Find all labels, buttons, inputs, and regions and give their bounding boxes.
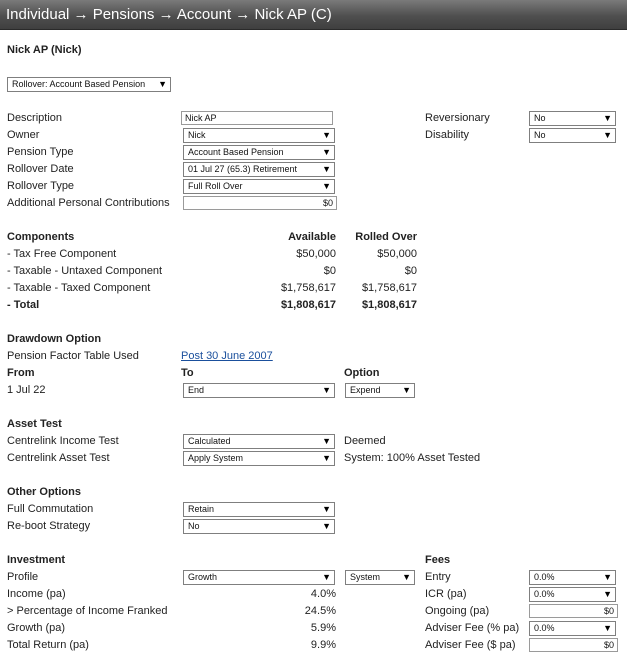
dropdown-arrow-icon: ▼ bbox=[322, 385, 331, 395]
total-return-label: Total Return (pa) bbox=[7, 639, 89, 651]
income-test-select-value: Calculated bbox=[188, 436, 231, 446]
rollover-date-select-value: 01 Jul 27 (65.3) Retirement bbox=[188, 164, 298, 174]
drawdown-to-select[interactable] bbox=[183, 383, 335, 398]
pension-factor-link[interactable]: Post 30 June 2007 bbox=[181, 350, 273, 362]
page-title-bar bbox=[0, 0, 627, 30]
adviser-fee-dollar-input[interactable] bbox=[529, 638, 618, 652]
dropdown-arrow-icon: ▼ bbox=[322, 436, 331, 446]
asset-test-note: System: 100% Asset Tested bbox=[344, 452, 481, 464]
page-heading: Nick AP (Nick) bbox=[7, 44, 82, 56]
dropdown-arrow-icon: ▼ bbox=[603, 130, 612, 140]
component-label: - Taxable - Taxed Component bbox=[7, 282, 151, 294]
reboot-strategy-select-value: No bbox=[188, 521, 200, 531]
growth-value: 5.9% bbox=[310, 622, 336, 634]
fees-heading: Fees bbox=[425, 554, 451, 566]
component-label: - Taxable - Untaxed Component bbox=[7, 265, 163, 277]
component-label: - Tax Free Component bbox=[7, 248, 117, 260]
drawdown-heading: Drawdown Option bbox=[7, 333, 102, 345]
dropdown-arrow-icon: ▼ bbox=[322, 521, 331, 531]
growth-label: Growth (pa) bbox=[7, 622, 66, 634]
asset-test-select-value: Apply System bbox=[188, 453, 244, 463]
rollover-type-label: Rollover Type bbox=[7, 180, 75, 192]
entry-fee-select-value: 0.0% bbox=[534, 572, 555, 582]
full-commutation-select-value: Retain bbox=[188, 504, 215, 514]
disability-select-value: No bbox=[534, 130, 546, 140]
dropdown-arrow-icon: ▼ bbox=[322, 164, 331, 174]
disability-select[interactable] bbox=[529, 128, 616, 143]
dropdown-arrow-icon: ▼ bbox=[322, 453, 331, 463]
profile-source-select-value: System bbox=[350, 572, 381, 582]
reversionary-select[interactable] bbox=[529, 111, 616, 126]
drawdown-from-value: 1 Jul 22 bbox=[7, 384, 46, 396]
dropdown-arrow-icon: ▼ bbox=[603, 623, 612, 633]
owner-label: Owner bbox=[7, 129, 40, 141]
reversionary-select-value: No bbox=[534, 113, 546, 123]
component-total-label: - Total bbox=[7, 299, 40, 311]
adviser-fee-pct-select[interactable] bbox=[529, 621, 616, 636]
rollover-date-select[interactable] bbox=[183, 162, 335, 177]
breadcrumb: Individual → Pensions → Account → Nick AP (C) bbox=[6, 6, 332, 23]
drawdown-option-select-value: Expend bbox=[350, 385, 381, 395]
icr-label: ICR (pa) bbox=[425, 588, 467, 600]
component-available: $0 bbox=[323, 265, 336, 277]
dropdown-arrow-icon: ▼ bbox=[402, 572, 411, 582]
icr-select-value: 0.0% bbox=[534, 589, 555, 599]
reboot-strategy-label: Re-boot Strategy bbox=[7, 520, 91, 532]
drawdown-to-select-value: End bbox=[188, 385, 205, 395]
income-value: 4.0% bbox=[310, 588, 336, 600]
rollover-type-select-value: Full Roll Over bbox=[188, 181, 243, 191]
rollover-select-value: Rollover: Account Based Pension bbox=[12, 79, 146, 89]
adviser-fee-pct-select-value: 0.0% bbox=[534, 623, 555, 633]
franked-value: 24.5% bbox=[304, 605, 336, 617]
apc-label: Additional Personal Contributions bbox=[7, 197, 170, 209]
disability-label: Disability bbox=[425, 129, 470, 141]
rollover-date-label: Rollover Date bbox=[7, 163, 74, 175]
franked-label: > Percentage of Income Franked bbox=[7, 605, 168, 617]
other-options-heading: Other Options bbox=[7, 486, 81, 498]
available-column-header: Available bbox=[288, 231, 336, 243]
profile-select-value: Growth bbox=[188, 572, 218, 582]
description-input[interactable] bbox=[181, 111, 333, 125]
ongoing-fee-input[interactable] bbox=[529, 604, 618, 618]
dropdown-arrow-icon: ▼ bbox=[603, 113, 612, 123]
income-test-label: Centrelink Income Test bbox=[7, 435, 119, 447]
pension-factor-label: Pension Factor Table Used bbox=[7, 350, 139, 362]
adviser-fee-pct-label: Adviser Fee (% pa) bbox=[425, 622, 520, 634]
to-column-header: To bbox=[181, 367, 194, 379]
description-label: Description bbox=[7, 112, 63, 124]
profile-select[interactable] bbox=[183, 570, 335, 585]
adviser-fee-dollar-input-value: $0 bbox=[603, 640, 614, 650]
income-test-select[interactable] bbox=[183, 434, 335, 449]
reversionary-label: Reversionary bbox=[425, 112, 490, 124]
income-label: Income (pa) bbox=[7, 588, 66, 600]
components-heading: Components bbox=[7, 231, 75, 243]
asset-test-label: Centrelink Asset Test bbox=[7, 452, 110, 464]
pension-type-label: Pension Type bbox=[7, 146, 74, 158]
total-return-value: 9.9% bbox=[310, 639, 336, 651]
reboot-strategy-select[interactable] bbox=[183, 519, 335, 534]
pension-type-select-value: Account Based Pension bbox=[188, 147, 284, 157]
dropdown-arrow-icon: ▼ bbox=[322, 147, 331, 157]
option-column-header: Option bbox=[344, 367, 380, 379]
full-commutation-label: Full Commutation bbox=[7, 503, 94, 515]
apc-input-value: $0 bbox=[322, 198, 333, 208]
entry-fee-label: Entry bbox=[425, 571, 451, 583]
ongoing-fee-label: Ongoing (pa) bbox=[425, 605, 490, 617]
profile-label: Profile bbox=[7, 571, 39, 583]
component-rolled: $0 bbox=[404, 265, 417, 277]
apc-input[interactable] bbox=[183, 196, 337, 210]
dropdown-arrow-icon: ▼ bbox=[322, 504, 331, 514]
asset-test-select[interactable] bbox=[183, 451, 335, 466]
ongoing-fee-input-value: $0 bbox=[603, 606, 614, 616]
owner-select-value: Nick bbox=[188, 130, 206, 140]
from-column-header: From bbox=[7, 367, 35, 379]
component-total-available: $1,808,617 bbox=[280, 299, 336, 311]
dropdown-arrow-icon: ▼ bbox=[603, 572, 612, 582]
investment-heading: Investment bbox=[7, 554, 66, 566]
rollover-select[interactable] bbox=[7, 77, 171, 92]
dropdown-arrow-icon: ▼ bbox=[322, 181, 331, 191]
dropdown-arrow-icon: ▼ bbox=[322, 130, 331, 140]
profile-source-select[interactable] bbox=[345, 570, 415, 585]
full-commutation-select[interactable] bbox=[183, 502, 335, 517]
component-rolled: $50,000 bbox=[377, 248, 417, 260]
dropdown-arrow-icon: ▼ bbox=[603, 589, 612, 599]
dropdown-arrow-icon: ▼ bbox=[322, 572, 331, 582]
component-rolled: $1,758,617 bbox=[361, 282, 417, 294]
income-test-note: Deemed bbox=[344, 435, 386, 447]
component-available: $1,758,617 bbox=[280, 282, 336, 294]
entry-fee-select[interactable] bbox=[529, 570, 616, 585]
icr-select[interactable] bbox=[529, 587, 616, 602]
description-input-value: Nick AP bbox=[185, 113, 217, 123]
pension-type-select[interactable] bbox=[183, 145, 335, 160]
component-total-rolled: $1,808,617 bbox=[361, 299, 417, 311]
drawdown-option-select[interactable] bbox=[345, 383, 415, 398]
asset-test-heading: Asset Test bbox=[7, 418, 62, 430]
dropdown-arrow-icon: ▼ bbox=[158, 79, 167, 89]
adviser-fee-dollar-label: Adviser Fee ($ pa) bbox=[425, 639, 516, 651]
dropdown-arrow-icon: ▼ bbox=[402, 385, 411, 395]
component-available: $50,000 bbox=[296, 248, 336, 260]
owner-select[interactable] bbox=[183, 128, 335, 143]
rolled-over-column-header: Rolled Over bbox=[355, 231, 417, 243]
rollover-type-select[interactable] bbox=[183, 179, 335, 194]
